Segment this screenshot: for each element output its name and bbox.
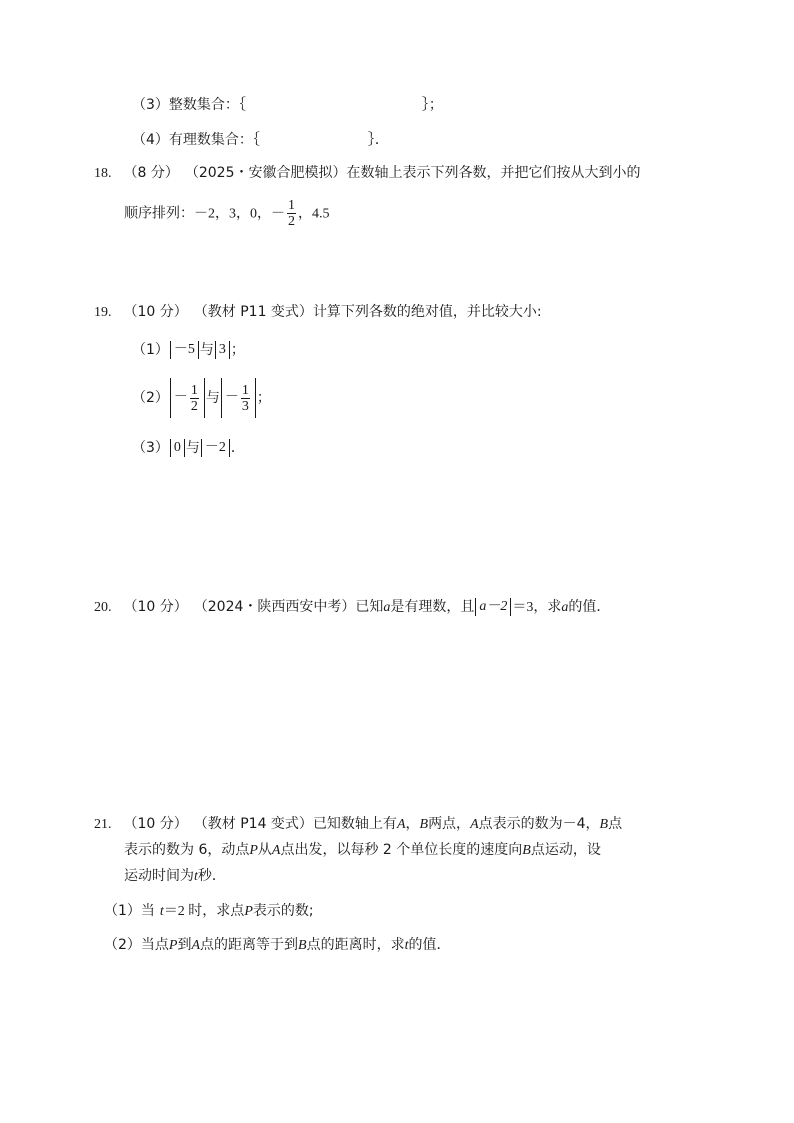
q21-line-3	[124, 866, 226, 887]
text-segment: ＝2 时，求点	[163, 904, 245, 919]
point-p: P	[249, 843, 258, 858]
fraction-numerator: 1	[241, 382, 249, 398]
q19-item-1	[132, 340, 245, 360]
abs-fraction	[170, 378, 205, 418]
fraction-denominator: 2	[190, 398, 198, 414]
text-segment: 的值．	[408, 937, 451, 953]
text-segment: 已知数轴上有	[312, 816, 397, 832]
point-a: A	[470, 817, 479, 832]
text-segment: 当点	[140, 937, 169, 953]
point-b: B	[298, 938, 307, 953]
text-segment: 两点，	[428, 816, 471, 832]
q21-line-2	[124, 840, 601, 861]
fraction-numerator: 1	[190, 382, 198, 398]
text-segment: 当	[140, 903, 155, 919]
question-text: 在数轴上表示下列各数，并把它们按从大到小的	[346, 165, 641, 181]
point-a: A	[396, 817, 406, 832]
item-label: （2）	[132, 390, 169, 406]
question-source: （2025・安徽合肥模拟）	[184, 165, 347, 181]
text-segment: 的值．	[568, 599, 611, 615]
q21-sub-2	[104, 935, 451, 956]
fraction-one-half	[190, 383, 199, 414]
item-end: ；	[256, 390, 271, 406]
item-label: （3）	[132, 440, 169, 456]
abs-expression: －2	[201, 439, 230, 457]
question-source: （教材 P11 变式）	[193, 304, 313, 320]
question-score: （10 分）	[123, 599, 188, 615]
point-b: B	[522, 843, 531, 858]
variable-t: t	[404, 938, 409, 953]
fraction-numerator: 1	[288, 198, 295, 213]
abs-fraction	[221, 378, 256, 418]
fraction-denominator: 3	[241, 398, 249, 414]
text-segment: 从	[257, 842, 272, 858]
minus-sign: －	[173, 390, 188, 405]
number-list-end: ，4.5	[298, 206, 330, 222]
q21-sub-1	[104, 901, 314, 922]
text-segment: 点的距离等于到	[200, 937, 299, 953]
question-score: （8 分）	[123, 165, 179, 181]
text-segment: 点运动，设	[530, 842, 601, 858]
variable-a: a	[383, 600, 391, 615]
question-source: （2024・陕西西安中考）	[193, 599, 356, 615]
item-close: ｝；	[421, 97, 443, 113]
fraction-one-half	[287, 198, 296, 229]
q18-line-1	[94, 163, 641, 184]
point-b: B	[419, 817, 429, 832]
compare-word: 与	[199, 342, 214, 358]
q19-line-1	[94, 302, 542, 323]
text-segment: 点	[608, 816, 623, 832]
compare-word: 与	[205, 390, 220, 406]
text-segment: 已知	[355, 599, 384, 615]
q17-item-4	[132, 130, 389, 150]
fraction-denominator: 2	[288, 214, 295, 229]
variable-t: t	[159, 904, 164, 919]
q19-item-2	[132, 378, 271, 418]
point-a: A	[191, 938, 201, 953]
point-p: P	[244, 904, 253, 919]
question-text: 计算下列各数的绝对值，并比较大小:	[312, 304, 542, 320]
abs-expression: 0	[170, 439, 185, 457]
point-a: A	[271, 843, 281, 858]
item-end: ．	[230, 440, 245, 456]
question-score: （10 分）	[123, 816, 188, 832]
text-segment: 点出发，以每秒 2 个单位长度的速度向	[280, 842, 523, 858]
item-label: （4）	[132, 132, 169, 148]
point-p: P	[168, 938, 178, 953]
question-source: （教材 P14 变式）	[193, 816, 313, 832]
variable-a: a	[561, 600, 569, 615]
question-number: 20.	[94, 600, 112, 615]
text-segment: ＝3，求	[512, 600, 562, 615]
q21-line-1	[94, 814, 622, 835]
q19-item-3	[132, 438, 245, 458]
q20-line-1	[94, 597, 610, 618]
compare-word: 与	[185, 440, 200, 456]
number-list: －2，3，0，－	[194, 206, 285, 222]
fraction-one-third	[241, 383, 250, 414]
text-segment: ，	[405, 816, 420, 832]
minus-sign: －	[224, 390, 239, 405]
item-close: ｝．	[367, 132, 389, 148]
question-number: 21.	[94, 817, 112, 832]
q17-item-3	[132, 95, 443, 115]
question-number: 19.	[94, 305, 112, 320]
text-segment: 表示的数为 6，动点	[124, 842, 250, 858]
text-segment: 到	[177, 937, 192, 953]
text-segment: 点的距离时，求	[306, 937, 405, 953]
question-number: 18.	[94, 166, 112, 181]
abs-expression: a－2	[475, 598, 511, 616]
text-segment: 秒．	[197, 868, 226, 884]
item-end: ；	[230, 342, 245, 358]
line-prefix: 顺序排列：	[124, 205, 194, 222]
question-score: （10 分）	[123, 304, 188, 320]
text-segment: 表示的数;	[252, 903, 314, 919]
q18-line-2	[124, 198, 330, 230]
text-segment: 运动时间为	[124, 868, 194, 884]
item-label: （1）	[132, 342, 169, 358]
item-label: （3）	[132, 97, 169, 113]
abs-expression: －5	[170, 341, 199, 359]
text-segment: 是有理数，且	[390, 599, 475, 615]
text-segment: 点表示的数为－4，	[478, 816, 600, 832]
item-label: （2）	[104, 937, 141, 953]
variable-t: t	[194, 869, 198, 884]
abs-expression: 3	[215, 341, 230, 359]
item-text: 有理数集合：｛	[168, 132, 260, 148]
item-text: 整数集合：｛	[168, 97, 246, 113]
point-b: B	[599, 817, 609, 832]
item-label: （1）	[104, 903, 141, 919]
